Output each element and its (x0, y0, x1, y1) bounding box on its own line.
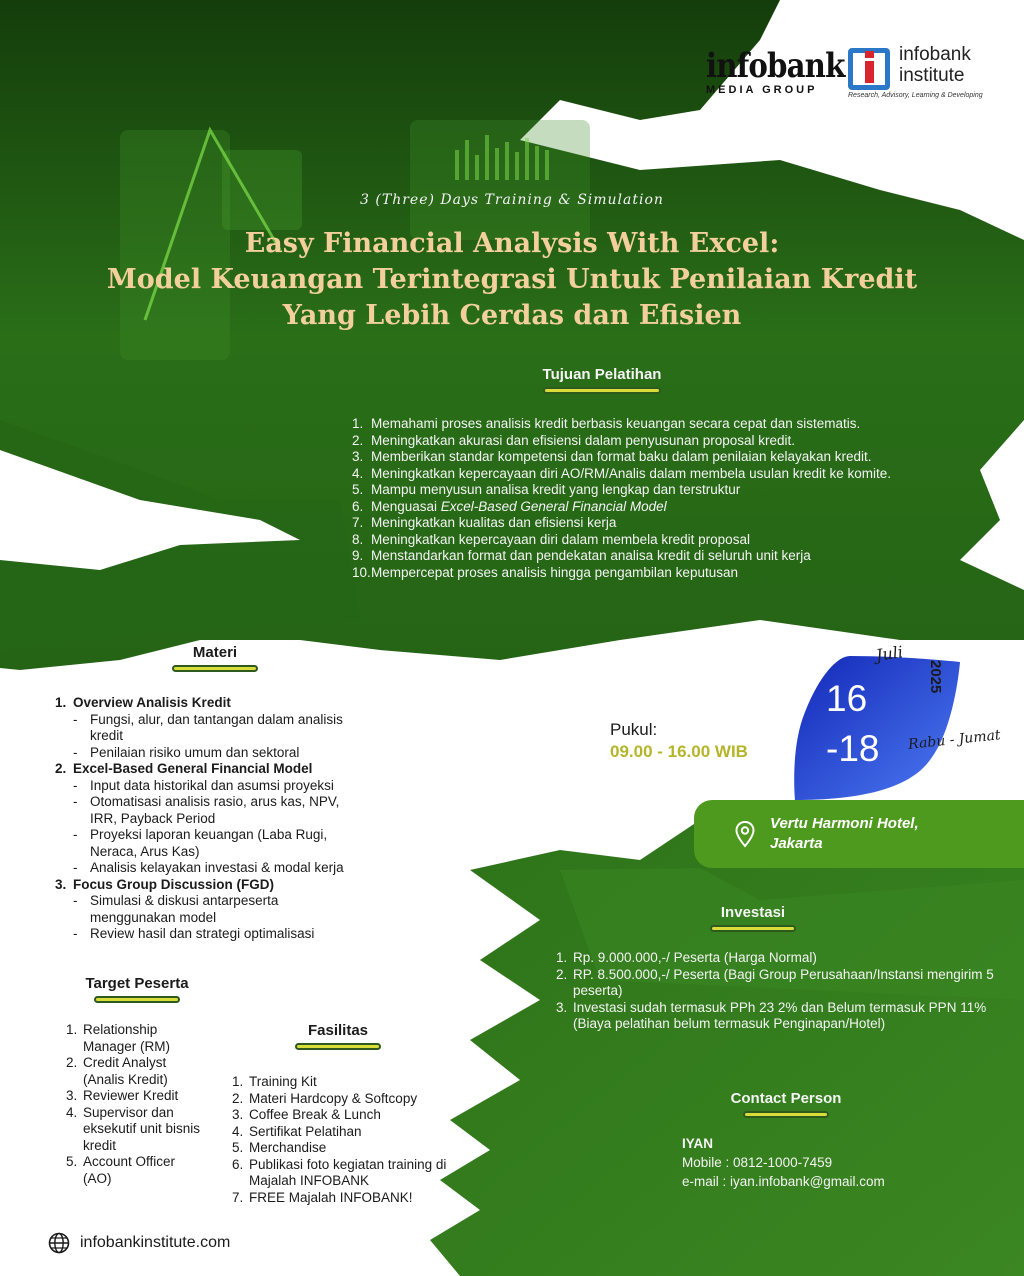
venue-text: Vertu Harmoni Hotel, Jakarta (770, 815, 919, 852)
list-item (352, 433, 892, 450)
contact-heading: Contact Person (716, 1090, 856, 1118)
list-item-number: 5. (352, 482, 364, 497)
days-label: Rabu - Jumat (907, 727, 1002, 753)
institute-logo-icon (848, 48, 890, 90)
tujuan-list (352, 416, 892, 581)
list-item-text: Relationship Manager (RM) (83, 1022, 171, 1054)
list-item-text: Credit Analyst (Analis Kredit) (83, 1055, 168, 1087)
list-item-number: 2. (352, 432, 364, 448)
materi-point: - Simulasi & diskusi antarpeserta menggunakan model (73, 893, 279, 925)
list-item-number: 3. (232, 1107, 244, 1122)
list-item (66, 1154, 206, 1187)
materi-point: - Proyeksi laporan keuangan (Laba Rugi, Neraca, Arus Kas) (73, 827, 328, 859)
list-item-number: 7. (352, 515, 364, 530)
list-item (232, 1140, 492, 1157)
institute-tagline: Research, Advisory, Learning & Developing (848, 92, 983, 99)
list-item-text: Mempercepat proses analisis hingga pengambilan keputusan (371, 564, 738, 580)
list-item (556, 967, 996, 1000)
materi-point: - Fungsi, alur, dan tantangan dalam analisis kredit (73, 711, 343, 743)
list-item (66, 1088, 206, 1105)
list-item (352, 482, 892, 499)
list-item-number: 7. (232, 1189, 244, 1205)
list-item (232, 1107, 492, 1124)
list-item-number: 6. (352, 498, 364, 514)
materi-point: - Input data historikal dan asumsi proyeksi (73, 777, 334, 793)
list-item-number: 4. (66, 1104, 78, 1120)
date-start: 16 (826, 678, 868, 719)
list-item-number: 2. (556, 966, 568, 982)
materi-topic-number: 2. (55, 761, 67, 776)
list-item (352, 449, 892, 466)
contact-details (682, 1134, 885, 1191)
materi-point: - Analisis kelayakan investasi & modal kerja (73, 860, 344, 875)
target-list (66, 1022, 206, 1187)
list-item (66, 1105, 206, 1155)
list-item-text: Meningkatkan kepercayaan diri dalam membela kredit proposal (371, 531, 750, 547)
location-pin-icon (734, 820, 756, 848)
page-title: Easy Financial Analysis With Excel: Model Keuangan Terintegrasi Untuk Penilaian Kredit Yang Lebih Cerdas dan Efisien (106, 228, 918, 331)
infobank-media-group-logo (706, 46, 845, 96)
list-item-number: 10. (352, 564, 371, 580)
institute-name: infobank institute (899, 44, 971, 86)
globe-icon (48, 1232, 70, 1254)
materi-point: - Penilaian risiko umum dan sektoral (73, 744, 300, 760)
list-item (352, 499, 892, 516)
list-item-number: 1. (66, 1022, 78, 1037)
list-item (232, 1157, 492, 1190)
list-item (352, 515, 892, 532)
contact-name: IYAN (682, 1136, 714, 1151)
website-link[interactable]: infobankinstitute.com (80, 1234, 231, 1251)
website-footer[interactable] (48, 1232, 230, 1254)
list-item-text: Menstandarkan format dan pendekatan analisa kredit di seluruh unit kerja (371, 548, 811, 563)
infobank-wordmark: infobank (706, 46, 845, 86)
materi-topic-title: Overview Analisis Kredit (73, 695, 231, 710)
infobank-institute-logo (848, 44, 988, 104)
tujuan-heading: Tujuan Pelatihan (528, 366, 676, 394)
list-item-text: Mampu menyusun analisa kredit yang lengkap dan terstruktur (371, 482, 741, 497)
contact-mobile: Mobile : 0812-1000-7459 (682, 1155, 833, 1170)
list-item-number: 3. (556, 999, 568, 1015)
materi-topic (55, 877, 445, 943)
materi-topic-title: Focus Group Discussion (FGD) (73, 876, 275, 892)
list-item-number: 3. (66, 1088, 78, 1103)
investasi-list (556, 950, 996, 1033)
list-item-text: Memberikan standar kompetensi dan format baku dalam penilaian kelayakan kredit. (371, 449, 872, 464)
list-item-text: Merchandise (249, 1140, 327, 1155)
list-item-number: 8. (352, 531, 364, 547)
list-item-text: Reviewer Kredit (83, 1088, 179, 1103)
list-item (232, 1124, 492, 1141)
list-item-text: Investasi sudah termasuk PPh 23 2% dan Belum termasuk PPN 11% (Biaya pelatihan belum termasuk Penginapan/Hotel) (573, 999, 987, 1031)
pukul-label: Pukul: (610, 720, 658, 739)
list-item-number: 4. (232, 1123, 244, 1139)
list-item (556, 950, 996, 967)
fasilitas-heading: Fasilitas (290, 1022, 386, 1050)
contact-email[interactable]: e-mail : iyan.infobank@gmail.com (682, 1174, 885, 1189)
list-item-number: 2. (66, 1055, 78, 1070)
list-item-text: Coffee Break & Lunch (249, 1107, 381, 1122)
materi-topic (55, 695, 445, 761)
materi-topic-number: 3. (55, 876, 67, 892)
year-label: 2025 (927, 660, 944, 694)
list-item-text: Rp. 9.000.000,-/ Peserta (Harga Normal) (573, 950, 817, 965)
target-heading: Target Peserta (70, 975, 204, 1003)
list-item (232, 1190, 492, 1207)
list-item (352, 548, 892, 565)
list-item (352, 466, 892, 483)
media-group-label: MEDIA GROUP (706, 84, 818, 96)
date-end: -18 (826, 728, 880, 769)
training-subtitle: 3 (Three) Days Training & Simulation (360, 192, 664, 208)
materi-topic (55, 761, 445, 877)
list-item-text: Publikasi foto kegiatan training di Majalah INFOBANK (249, 1156, 447, 1188)
list-item-text: Menguasai Excel-Based General Financial Model (371, 498, 667, 514)
list-item (232, 1074, 492, 1091)
list-item-text: Training Kit (249, 1074, 317, 1089)
materi-topic-number: 1. (55, 695, 67, 710)
materi-topic-title: Excel-Based General Financial Model (73, 761, 313, 776)
list-item (556, 1000, 996, 1033)
list-item-number: 1. (232, 1074, 244, 1089)
list-item-number: 3. (352, 449, 364, 464)
list-item (66, 1055, 206, 1088)
list-item-text: Meningkatkan kepercayaan diri AO/RM/Analis dalam membela usulan kredit ke komite. (371, 465, 891, 481)
list-item (66, 1022, 206, 1055)
materi-heading: Materi (170, 644, 260, 672)
list-item-text: Memahami proses analisis kredit berbasis keuangan secara cepat dan sistematis. (371, 416, 861, 431)
venue-banner (694, 800, 1024, 868)
fasilitas-list (232, 1074, 492, 1206)
list-item-number: 1. (352, 416, 364, 431)
list-item-text: Supervisor dan eksekutif unit bisnis kredit (83, 1104, 201, 1153)
investasi-heading: Investasi (708, 904, 798, 932)
list-item-number: 2. (232, 1090, 244, 1106)
materi-point: - Review hasil dan strategi optimalisasi (73, 926, 315, 941)
list-item-text: Sertifikat Pelatihan (249, 1123, 362, 1139)
list-item-text: Meningkatkan kualitas dan efisiensi kerja (371, 515, 617, 530)
list-item-number: 1. (556, 950, 568, 965)
list-item-text: Meningkatkan akurasi dan efisiensi dalam penyusunan proposal kredit. (371, 432, 796, 448)
list-item-text: Materi Hardcopy & Softcopy (249, 1090, 418, 1106)
list-item (352, 416, 892, 433)
materi-point: - Otomatisasi analisis rasio, arus kas, NPV, IRR, Payback Period (73, 794, 340, 826)
list-item-number: 5. (232, 1140, 244, 1155)
list-item (352, 565, 892, 582)
list-item-text: RP. 8.500.000,-/ Peserta (Bagi Group Perusahaan/Instansi mengirim 5 peserta) (573, 966, 994, 998)
month-label: Juli (874, 642, 905, 665)
list-item (232, 1091, 492, 1108)
time-value: 09.00 - 16.00 WIB (610, 742, 748, 761)
list-item-text: FREE Majalah INFOBANK! (249, 1189, 413, 1205)
list-item-number: 5. (66, 1154, 78, 1169)
schedule-time (610, 720, 748, 762)
materi-list (55, 695, 445, 943)
list-item-number: 4. (352, 465, 364, 481)
list-item (352, 532, 892, 549)
list-item-number: 9. (352, 548, 364, 563)
list-item-text: Account Officer (AO) (83, 1154, 176, 1186)
list-item-number: 6. (232, 1156, 244, 1172)
